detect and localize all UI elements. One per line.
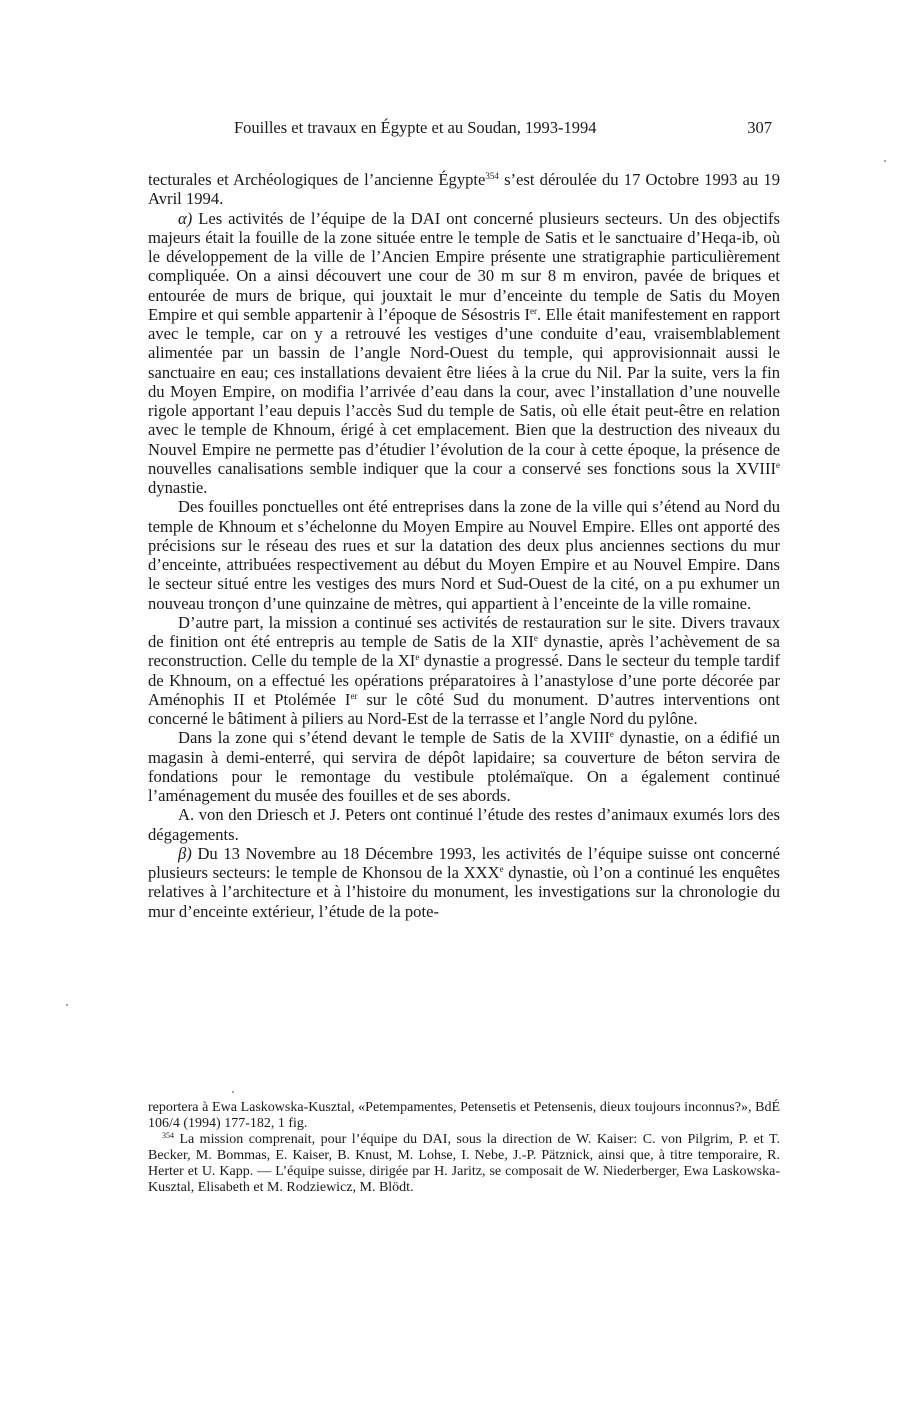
paragraph-beta: β) Du 13 Novembre au 18 Décembre 1993, les activités de l’équipe suisse ont concerné plusieurs secteurs: le temple de Khonsou de la XXXe dynastie, où l’on a continué les enquêtes relatives à l’architecture et à l’histoire du monument, les investigations sur la chronologie du mur d’enceinte extérieur, l’étude de la pote- xyxy=(148,843,780,921)
section-marker-alpha: α) xyxy=(178,208,193,228)
main-text xyxy=(148,170,780,921)
footnote-continuation: reportera à Ewa Laskowska-Kusztal, «Petempamentes, Petensetis et Petensenis, dieux toujours inconnus?», BdÉ 106/4 (1994) 177-182, 1 fig. xyxy=(148,1100,780,1131)
scan-speck xyxy=(884,160,886,162)
paragraph-6: A. von den Driesch et J. Peters ont continué l’étude des restes d’animaux exumés lors des dégagements. xyxy=(148,805,780,844)
paragraph-3: Des fouilles ponctuelles ont été entreprises dans la zone de la ville qui s’étend au Nord du temple de Khnoum et s’échelonne du Moyen Empire au Nouvel Empire. Elles ont apporté des précisions sur le réseau des rues et sur la datation des deux plus anciennes sections du mur d’enceinte, attribuées respectivement au début du Moyen Empire et au Nouvel Empire. Dans le secteur situé entre les vestiges des murs Nord et Sud-Ouest de la cité, on a pu exhumer un nouveau tronçon d’une quinzaine de mètres, qui appartient à l’enceinte de la ville romaine. xyxy=(148,497,780,613)
scan-speck xyxy=(232,1091,234,1093)
running-title: Fouilles et travaux en Égypte et au Soudan, 1993-1994 xyxy=(234,118,597,137)
footnote-ref-354[interactable]: 354 xyxy=(485,171,499,181)
footnote-354: $^{354}$ La mission comprenait, pour l’équipe du DAI, sous la direction de W. Kaiser: C. von Pilgrim, P. et T. Becker, M. Bommas, E. Kaiser, B. Knust, M. Lohse, I. Nebe, J.-P. Pätznick, ainsi que, à titre temporaire, R. Herter et U. Kapp. — L’équipe suisse, dirigée par H. Jaritz, se composait de W. Niederberger, Ewa Laskowska-Kusztal, Elisabeth et M. Rodziewicz, M. Blödt. xyxy=(148,1131,780,1195)
paragraph-5: Dans la zone qui s’étend devant le temple de Satis de la XVIIIe dynastie, on a édifié un magasin à demi-enterré, qui servira de dépôt lapidaire; sa couverture de béton servira de fondations pour le remontage du vestibule ptolémaïque. On a également continué l’aménagement du musée des fouilles et de ses abords. xyxy=(148,728,780,805)
page-number: 307 xyxy=(747,118,772,137)
paragraph-1: tecturales et Archéologiques de l’ancienne Égypte$^{354}$ s’est déroulée du 17 Octobre 1993 au 19 Avril 1994. xyxy=(148,170,780,209)
paragraph-alpha: α) Les activités de l’équipe de la DAI ont concerné plusieurs secteurs. Un des objectifs majeurs était la fouille de la zone située entre le temple de Satis et le sanctuaire d’Heqa-ib, où le développement de la ville de l’Ancien Empire présente une stratigraphie particulièrement compliquée. On a ainsi découvert une cour de 30 m sur 8 m environ, pavée de briques et entourée de murs de brique, qui jouxtait le mur d’enceinte du temple de Satis du Moyen Empire et qui semble appartenir à l’époque de Sésostris Ier. Elle était manifestement en rapport avec le temple, car on y a retrouvé les vestiges d’une conduite d’eau, vraisemblablement alimentée par un bassin de l’angle Nord-Ouest du temple, qui approvisionnait aussi le sanctuaire en eau; ces installations devaient être liées à la crue du Nil. Par la suite, vers la fin du Moyen Empire, on modifia l’arrivée d’eau dans la cour, avec l’installation d’une nouvelle rigole apportant l’eau depuis l’accès Sud du temple de Satis, où elle était peut-être en relation avec le temple de Khnoum, érigé à cet emplacement. Bien que la destruction des niveaux du Nouvel Empire ne permette pas d’étudier l’évolution de la cour à cette époque, la présence de nouvelles canalisations semble indiquer que la cour a conservé ses fonctions sous la XVIIIe dynastie. xyxy=(148,208,781,497)
scan-speck xyxy=(66,1004,68,1006)
paragraph-4: D’autre part, la mission a continué ses activités de restauration sur le site. Divers travaux de finition ont été entrepris au temple de Satis de la XIIe dynastie, après l’achèvement de sa reconstruction. Celle du temple de la XIe dynastie a progressé. Dans le secteur du temple tardif de Khnoum, on a effectué les opérations préparatoires à l’anastylose d’une porte décorée par Aménophis II et Ptolémée Ier sur le côté Sud du monument. D’autres interventions ont concerné le bâtiment à piliers au Nord-Est de la terrasse et l’angle Nord du pylône. xyxy=(148,612,781,728)
footnote-number: 354 xyxy=(162,1131,174,1140)
footnotes xyxy=(148,1100,780,1196)
section-marker-beta: β) xyxy=(178,843,192,863)
